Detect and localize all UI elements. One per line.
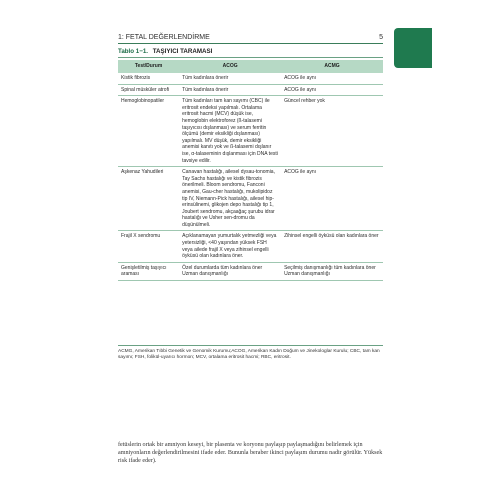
carrier-screening-table (118, 60, 383, 281)
cell-acog: Tüm kadınları tam kan sayımı (CBC) ile eritrosit endeksi yapılmalı. Ortalama eritrosit hacmi (MCV) düşük ise, hemoglobin elektroforez (ß-talasemi taşıyıcısı dışlanması) ve serum ferritin ölçümü (demir eksikliği dışlanması) yapılmalı. MV düşük, demir eksikliği anemisi kanıtı yok ve ß-talasemi dışlanır ise, α-talaseminin dışlanması için DNA testi tavsiye edilir. (182, 98, 278, 164)
cell-acog: Canavan hastalığı, ailesel dysau-tonomia, Tay Sachs hastalığı ve kistik fibrozis önerilmeli. Bloom sendromu, Fanconi anemisi, Gau-cher hastalığı, mukolipidoz tip IV, Niemann-Pick hastalığı, ailesel hip-erinsülinemi, glikojen depo hastalığı tip 1, Joubert sendromu, akçaağaç şurubu idrar hastalığı ve Usher sen-dromu da düşünülmeli. (182, 169, 275, 228)
cell-test: Kistik fibrozis (121, 75, 151, 81)
cell-acmg: Zihinsel engelli öyküsü olan kadınlara öner (284, 233, 379, 240)
cell-acmg: ACOG ile aynı (284, 75, 317, 81)
table-row (118, 231, 383, 262)
running-header (118, 33, 383, 42)
cell-acmg: Seçilmiş danışmanlığı tüm kadınlara öner Uzman danışmanlığı (284, 264, 376, 278)
column-header-acmg: ACMG (281, 60, 383, 73)
table-row (118, 262, 383, 280)
cell-acog: Tüm kadınlara önerir (182, 75, 229, 81)
cell-acmg: Güncel rehber yok (284, 98, 325, 105)
table-number: Tablo 1−1. (118, 48, 148, 55)
chapter-thumb-tab (394, 28, 432, 68)
cell-acog: Tüm kadınlara önerir (182, 86, 229, 93)
table-row (118, 84, 383, 96)
table-name: TAŞIYICI TARAMASI (152, 48, 213, 55)
table-row (118, 167, 383, 231)
caption-rule (118, 57, 383, 58)
cell-test: Hemoglobinopatiler (121, 98, 165, 105)
table-header-row (118, 60, 383, 73)
header-rule (118, 43, 383, 44)
cell-acmg: ACOG ile aynı (284, 169, 317, 176)
column-header-acog: ACOG (179, 60, 281, 73)
table-footnote: ACMG, Amerikan Tıbbi Genetik ve Genomik Kurumu;ACOG, Amerikan Kadın Doğum ve Jinekologlar Kurulu; CBC, tam kan sayımı; FSH, folikül-uyarıcı hormon; MCV, ortalama eritrosit hacmi; RBC, eritrosit. (118, 349, 380, 361)
cell-acog: Özel durumlarda tüm kadınlara öner Uzman danışmanlığı (182, 264, 263, 278)
cell-test: Spinal müsküler atrofi (121, 86, 170, 93)
body-paragraph: fetüslerin ortak bir amniyon keseyi, bir plasenta ve koryonu paylaşıp paylaşmadığını belirlemek için amniyonların değerlendirilmesini ifade eder. Bununla beraber ikinci paylaşım durumu nadir görülür. Yüksek risk ifade eder). (118, 442, 383, 464)
column-header-test: Test/Durum (118, 60, 179, 73)
chapter-title: 1: FETAL DEĞERLENDİRME (118, 34, 210, 41)
cell-test: Genişletilmiş taşıyıcı araması (121, 264, 167, 278)
cell-acog: Açıklanamayan yumurtalık yetmezliği veya yetersizliği, <40 yaşından yüksek FSH veya ailede frajil X veya zihinsel engelli öyküsü olan kadınlara öner. (182, 233, 277, 260)
cell-test: Frajil X sendromu (121, 233, 161, 240)
page-number: 5 (379, 34, 383, 41)
cell-acmg: ACOG ile aynı (284, 86, 317, 93)
table-row (118, 73, 383, 84)
table-caption (118, 48, 212, 55)
footnote-rule (118, 345, 383, 346)
table-row (118, 96, 383, 167)
cell-test: Aşkenaz Yahudileri (121, 169, 164, 176)
